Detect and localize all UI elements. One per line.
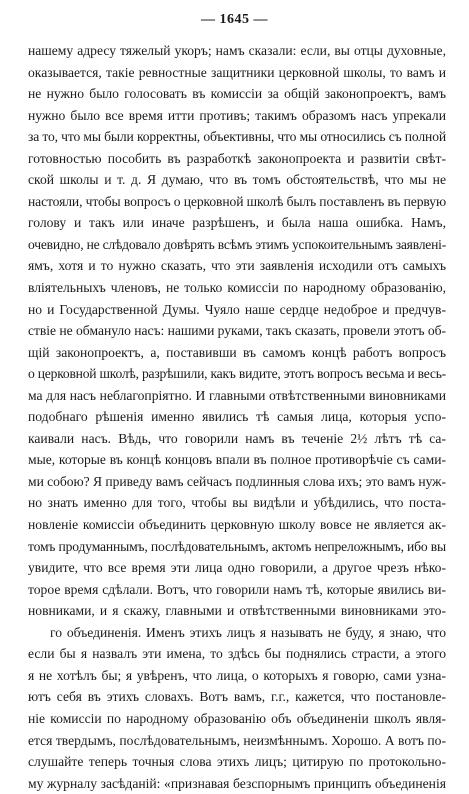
text-line: мые, которые въ концѣ концовъ впали въ полное противорѣчіе съ сами-	[28, 452, 446, 468]
body-text	[28, 40, 446, 794]
text-line: ми собою? Я приведу вамъ сейчасъ подлинныя слова ихъ; это вамъ нуж-	[28, 473, 446, 489]
text-line: новленіе комиссіи объединить церковную школу вовсе не является ак-	[28, 517, 446, 533]
text-line: слушайте теперь точныя слова этихъ лицъ; цитирую по протокольно-	[28, 754, 446, 770]
text-line: ніе комиссіи по народному образованію объ объединеніи школъ явля-	[28, 710, 446, 726]
text-line: настояли, чтобы вопросъ о церковной школѣ былъ поставленъ въ первую	[28, 193, 446, 209]
text-line: нашему адресу тяжелый укоръ; намъ сказали: если, вы отцы духовные,	[28, 43, 446, 58]
text-line: не нужно было голосовать въ комиссіи за общій законопроектъ, вамъ	[28, 86, 446, 102]
text-line: каивали насъ. Вѣдь, что говорили намъ въ теченіе 2½ лѣтъ тѣ са-	[28, 430, 446, 446]
text-line: щій законопроектъ, а, поставивши въ самомъ концѣ работъ вопросъ	[28, 344, 446, 360]
page-number: — 1645 —	[201, 12, 268, 27]
text-line: нужно было все время итти противъ; такимъ образомъ насъ упрекали	[28, 107, 446, 123]
text-line: му журналу засѣданій: «признавая безспорнымъ принципъ объединенія	[28, 775, 446, 791]
text-line: очевидно, не слѣдовало довѣрять всѣмъ этимъ успокоительнымъ заявлені-	[28, 236, 446, 252]
text-line: о церковной школѣ, разрѣшили, какъ видите, этотъ вопросъ весьма и весь-	[28, 366, 446, 382]
text-line: но и Государственной Думы. Чуяло наше сердце недоброе и предчув-	[28, 301, 446, 317]
text-line: если бы я назвалъ эти имена, то здѣсь бы поднялись страсти, а этого	[28, 646, 446, 662]
text-line: го объединенія. Именъ этихъ лицъ я называть не буду, я знаю, что	[50, 624, 446, 640]
text-line: торое время сдѣлали. Вотъ, что говорили намъ тѣ, которые явились ви-	[28, 581, 446, 597]
text-line: подобнаго рѣшенія именно явились тѣ самыя лица, которыя успо-	[28, 409, 446, 425]
text-line: ма для насъ неблагопріятно. И главными отвѣтственными виновниками	[28, 387, 446, 403]
text-line: оказывается, такіе ревностные защитники церковной школы, то вамъ и	[28, 64, 446, 80]
text-line: я не хотѣлъ бы; я увѣренъ, что лица, о которыхъ я говорю, сами узна-	[28, 667, 446, 683]
text-line: ямъ, хотя и то нужно сказать, что эти заявленія исходили отъ самыхъ	[28, 258, 446, 274]
text-line: увидите, что все время эти лица одно говорили, а другое чрезъ нѣко-	[28, 560, 446, 576]
text-line: ствіе не обмануло насъ: нашими руками, такъ сказать, провели этотъ об-	[28, 323, 446, 339]
text-line: вліятельныхъ членовъ, не только комиссіи по народному образованію,	[28, 280, 446, 296]
text-line: за то, что мы были корректны, объективны, что мы относились съ полной	[28, 129, 446, 145]
text-line: но знать именно для того, чтобы вы видѣли и убѣдились, что поста-	[28, 495, 446, 511]
text-line: готовностью пособить въ разработкѣ законопроекта и развитіи свѣт-	[28, 150, 446, 166]
text-line: голову и такъ или иначе разрѣшенъ, и была наша ошибка. Намъ,	[28, 215, 446, 231]
text-line: томъ продуманнымъ, послѣдовательнымъ, актомъ непреложнымъ, ибо вы	[28, 538, 446, 554]
text-line: ется твердымъ, послѣдовательнымъ, неизмѣннымъ. Хорошо. А вотъ по-	[28, 732, 446, 748]
text-line: новниками, и я скажу, главными и отвѣтственными виновниками это-	[28, 603, 446, 619]
text-line: ской школы и т. д. Я думаю, что въ томъ обстоятельствѣ, что мы не	[28, 172, 446, 188]
text-line: ютъ себя въ этихъ словахъ. Вотъ вамъ, г.г., кажется, что постановле-	[28, 689, 446, 705]
